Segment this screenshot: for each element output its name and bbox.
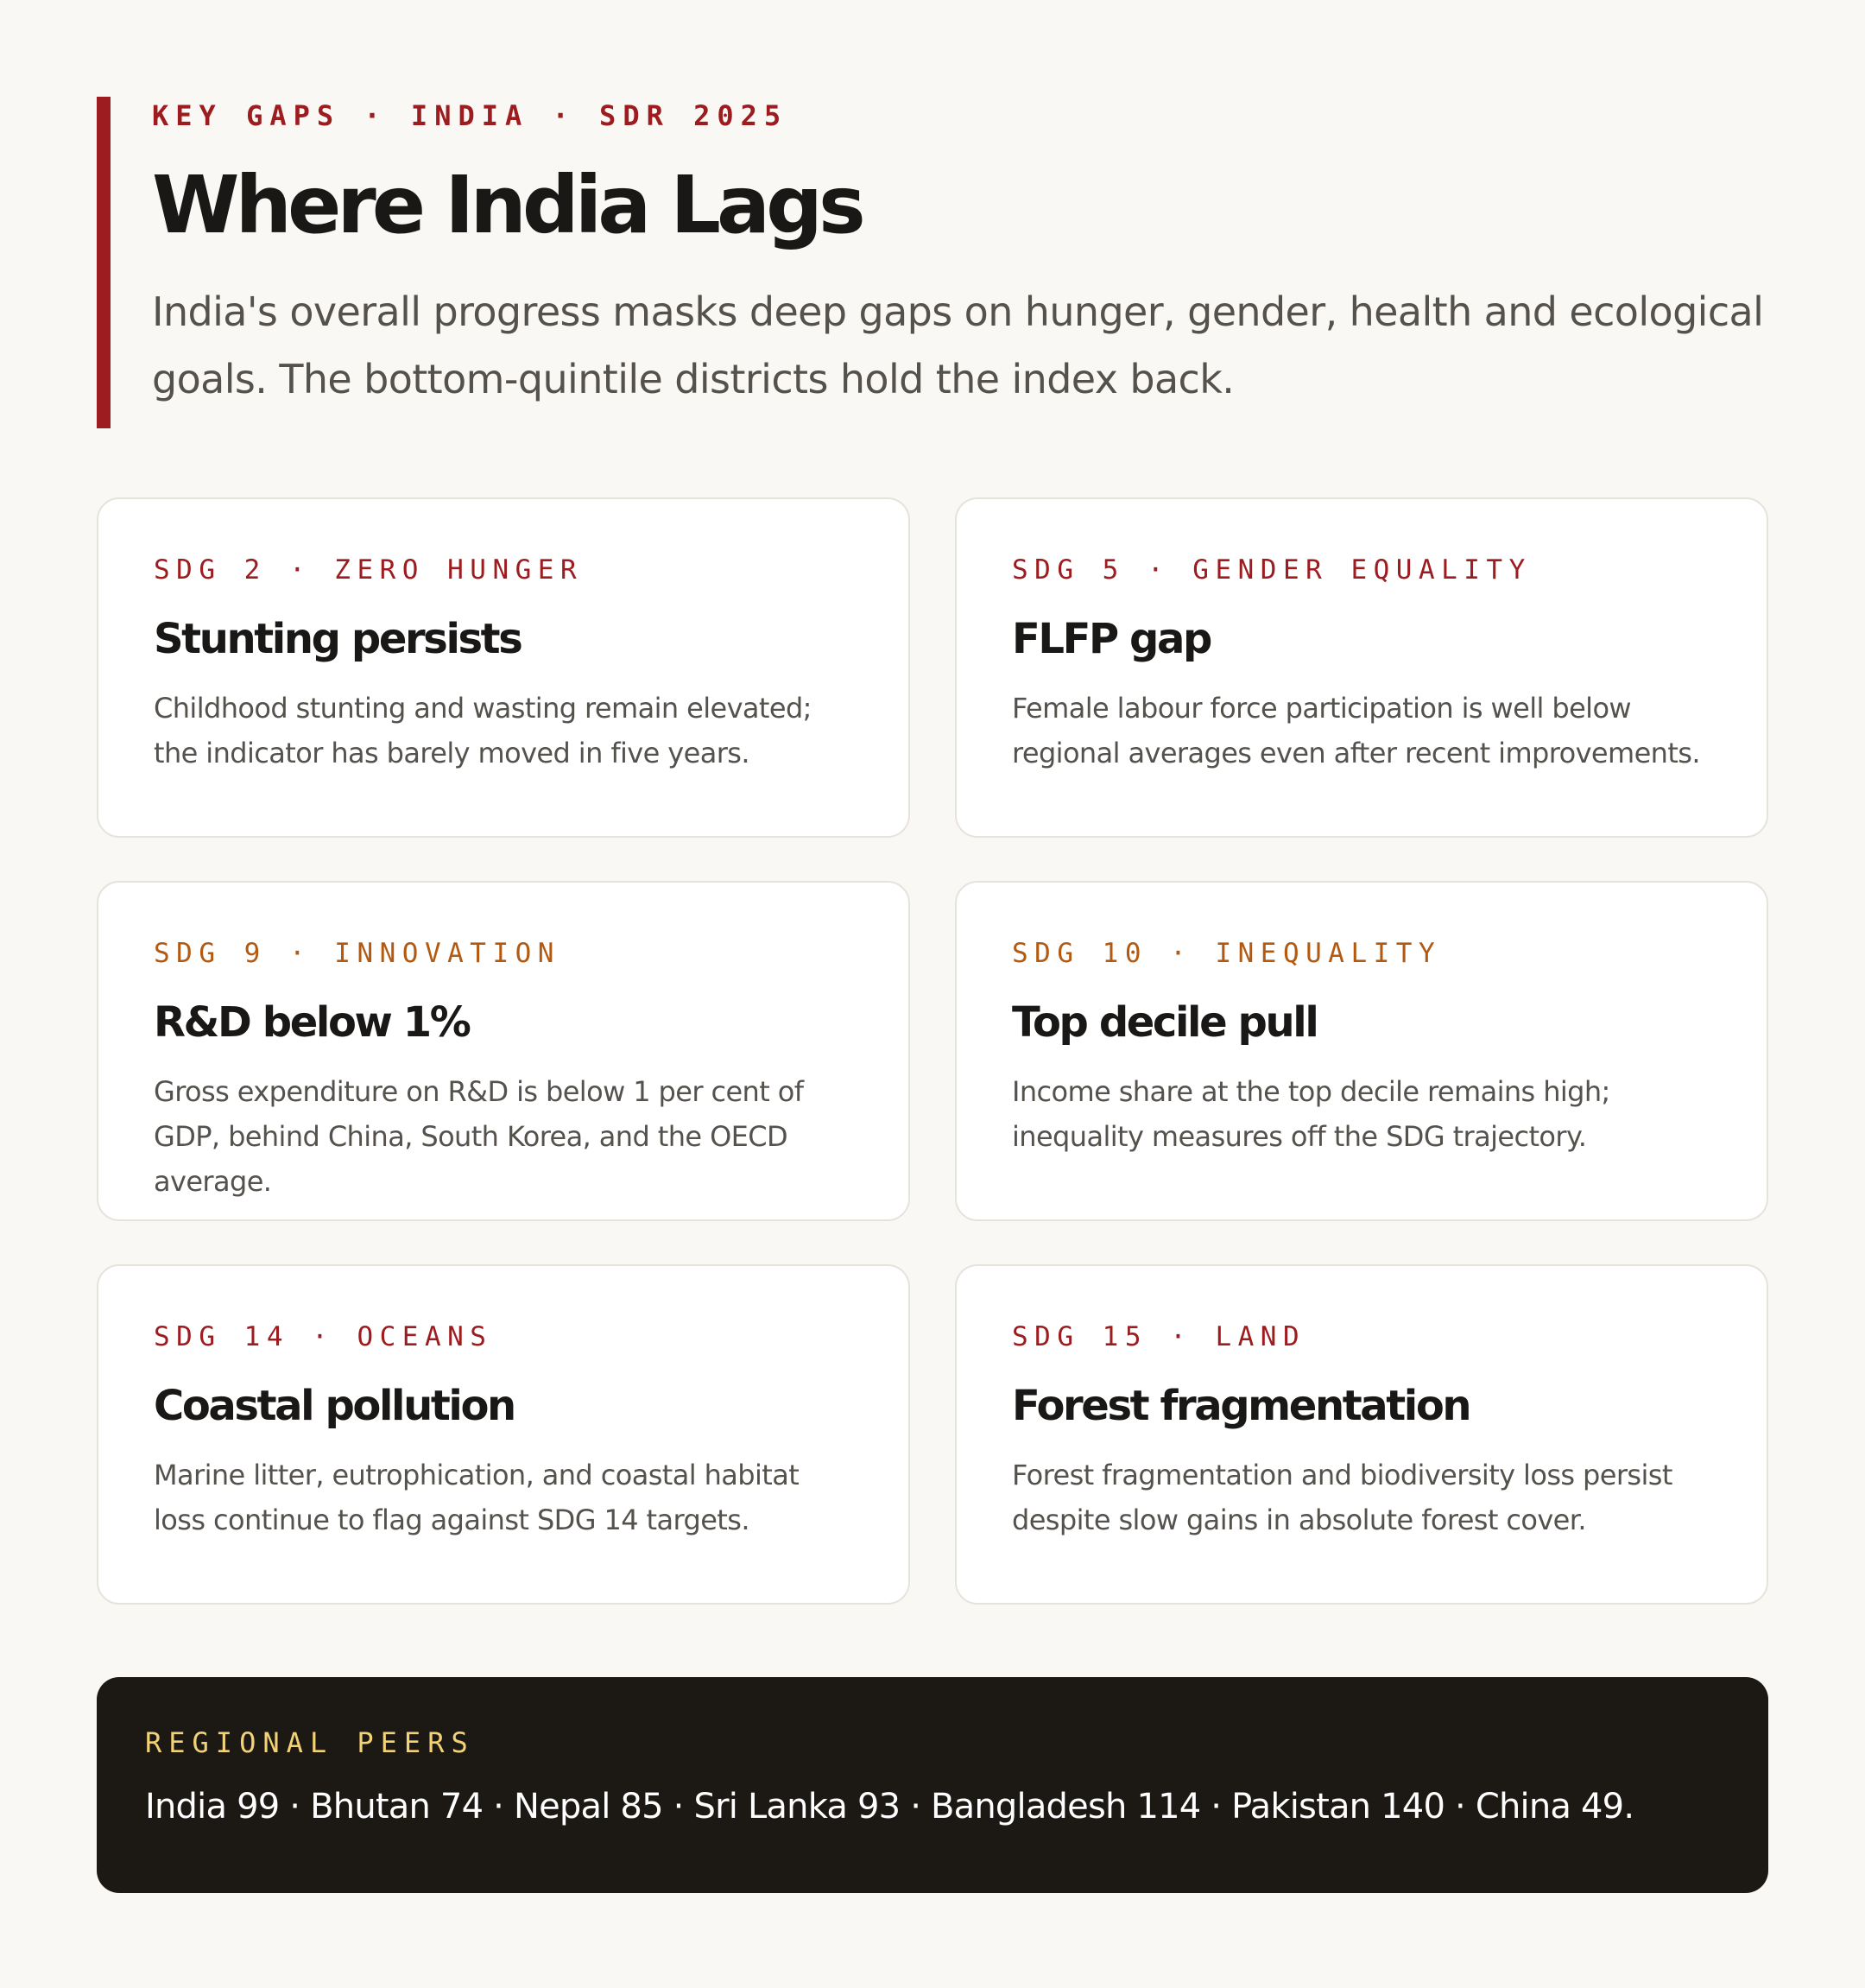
card-tag: SDG 9 · INNOVATION [154,938,560,969]
card-title: FLFP gap [1012,615,1211,663]
card-sdg-9 [97,881,910,1221]
card-body: Forest fragmentation and biodiversity loss persist despite slow gains in absolute forest cover. [1012,1459,1672,1536]
eyebrow: KEY GAPS · INDIA · SDR 2025 [152,99,788,132]
footer-text: India 99 · Bhutan 74 · Nepal 85 · Sri Lanka 93 · Bangladesh 114 · Pakistan 140 · China 49. [145,1787,1634,1827]
card-tag: SDG 5 · GENDER EQUALITY [1012,554,1532,586]
page [97,97,1768,1827]
accent-bar [97,97,111,428]
card-tag: SDG 10 · INEQUALITY [1012,938,1442,969]
card-sdg-5 [955,497,1768,838]
card-body: Income share at the top decile remains high; inequality measures off the SDG trajectory. [1012,1075,1610,1153]
regional-peers-panel [97,1677,1768,1893]
page-subtitle: India's overall progress masks deep gaps on hunger, gender, health and ecological goals. The bottom-quintile districts hold the index back. [152,288,1764,402]
footer-tag: REGIONAL PEERS [145,1726,475,1759]
card-body: Gross expenditure on R&D is below 1 per cent of GDP, behind China, South Korea, and the OECD average. [154,1075,804,1198]
card-title: Forest fragmentation [1012,1382,1470,1430]
card-tag: SDG 2 · ZERO HUNGER [154,554,584,586]
header [97,97,1768,428]
card-title: Top decile pull [1012,998,1318,1047]
card-sdg-14 [97,1264,910,1605]
card-body: Childhood stunting and wasting remain elevated; the indicator has barely moved in five years. [154,692,812,769]
card-body: Marine litter, eutrophication, and coastal habitat loss continue to flag against SDG 14 targets. [154,1459,800,1536]
card-sdg-15 [955,1264,1768,1605]
card-tag: SDG 14 · OCEANS [154,1321,493,1352]
card-tag: SDG 15 · LAND [1012,1321,1306,1352]
page-title: Where India Lags [152,159,862,251]
card-title: R&D below 1% [154,998,470,1047]
card-title: Stunting persists [154,615,522,663]
card-body: Female labour force participation is well below regional averages even after recent improvements. [1012,692,1700,769]
card-sdg-10 [955,881,1768,1221]
card-sdg-2 [97,497,910,838]
card-title: Coastal pollution [154,1382,515,1430]
